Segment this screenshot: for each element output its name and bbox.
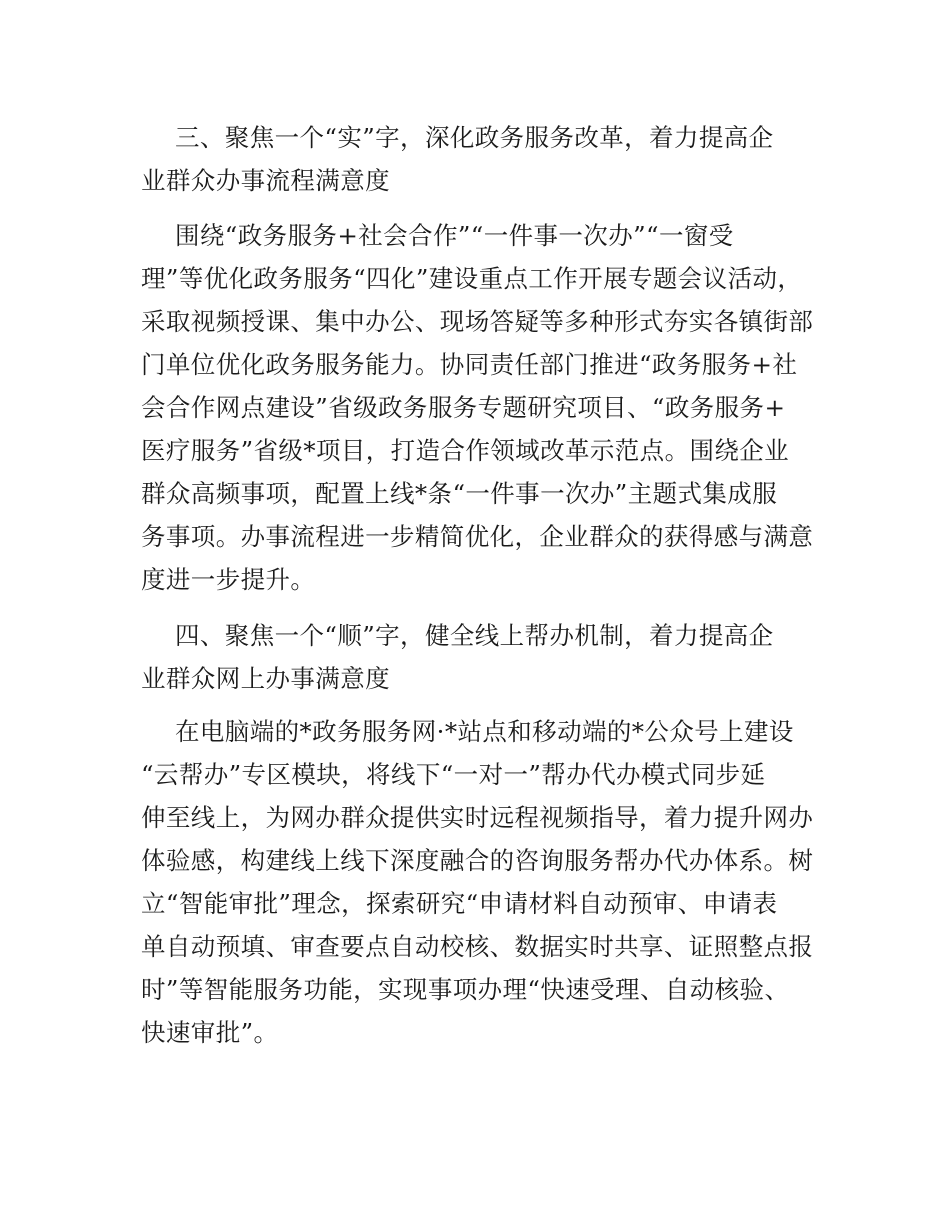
section3-heading-line-2: 业群众办事流程满意度 (141, 166, 390, 195)
section4-paragraph-line-5: 立“智能审批”理念，探索研究“申请材料自动预审、申请表 (141, 889, 778, 918)
section3-heading-line-1: 三、聚焦一个“实”字，深化政务服务改革，着力提高企 (175, 123, 774, 152)
section4-paragraph-line-4: 体验感，构建线上线下深度融合的咨询服务帮办代办体系。树 (141, 846, 814, 875)
section3-paragraph-line-2: 理”等优化政务服务“四化”建设重点工作开展专题会议活动， (141, 264, 803, 293)
section4-paragraph-line-2: “云帮办”专区模块，将线下“一对一”帮办代办模式同步延 (141, 760, 766, 789)
section3-paragraph-line-4: 门单位优化政务服务能力。协同责任部门推进“政务服务+社 (141, 350, 798, 379)
section4-paragraph-line-8: 快速审批”。 (141, 1018, 279, 1047)
section4-heading-line-1: 四、聚焦一个“顺”字，健全线上帮办机制，着力提高企 (175, 621, 774, 650)
section4-paragraph-line-7: 时”等智能服务功能，实现事项办理“快速受理、自动核验、 (141, 975, 790, 1004)
section3-paragraph-line-3: 采取视频授课、集中办公、现场答疑等多种形式夯实各镇街部 (141, 307, 814, 336)
section4-heading-line-2: 业群众网上办事满意度 (141, 664, 390, 693)
section3-paragraph-line-5: 会合作网点建设”省级政务服务专题研究项目、“政务服务+ (141, 393, 786, 422)
section3-paragraph-line-7: 群众高频事项，配置上线*条“一件事一次办”主题式集成服 (141, 479, 778, 508)
section3-paragraph-line-8: 务事项。办事流程进一步精简优化，企业群众的获得感与满意 (141, 522, 814, 551)
section3-paragraph-line-9: 度进一步提升。 (141, 565, 316, 594)
section4-paragraph-line-1: 在电脑端的*政务服务网·*站点和移动端的*公众号上建设 (175, 717, 794, 746)
section4-paragraph-line-6: 单自动预填、审查要点自动校核、数据实时共享、证照整点报 (141, 932, 814, 961)
section3-paragraph-line-1: 围绕“政务服务+社会合作”“一件事一次办”“一窗受 (175, 221, 734, 250)
section4-paragraph-line-3: 伸至线上，为网办群众提供实时远程视频指导，着力提升网办 (141, 803, 814, 832)
section3-paragraph-line-6: 医疗服务”省级*项目，打造合作领域改革示范点。围绕企业 (141, 436, 790, 465)
